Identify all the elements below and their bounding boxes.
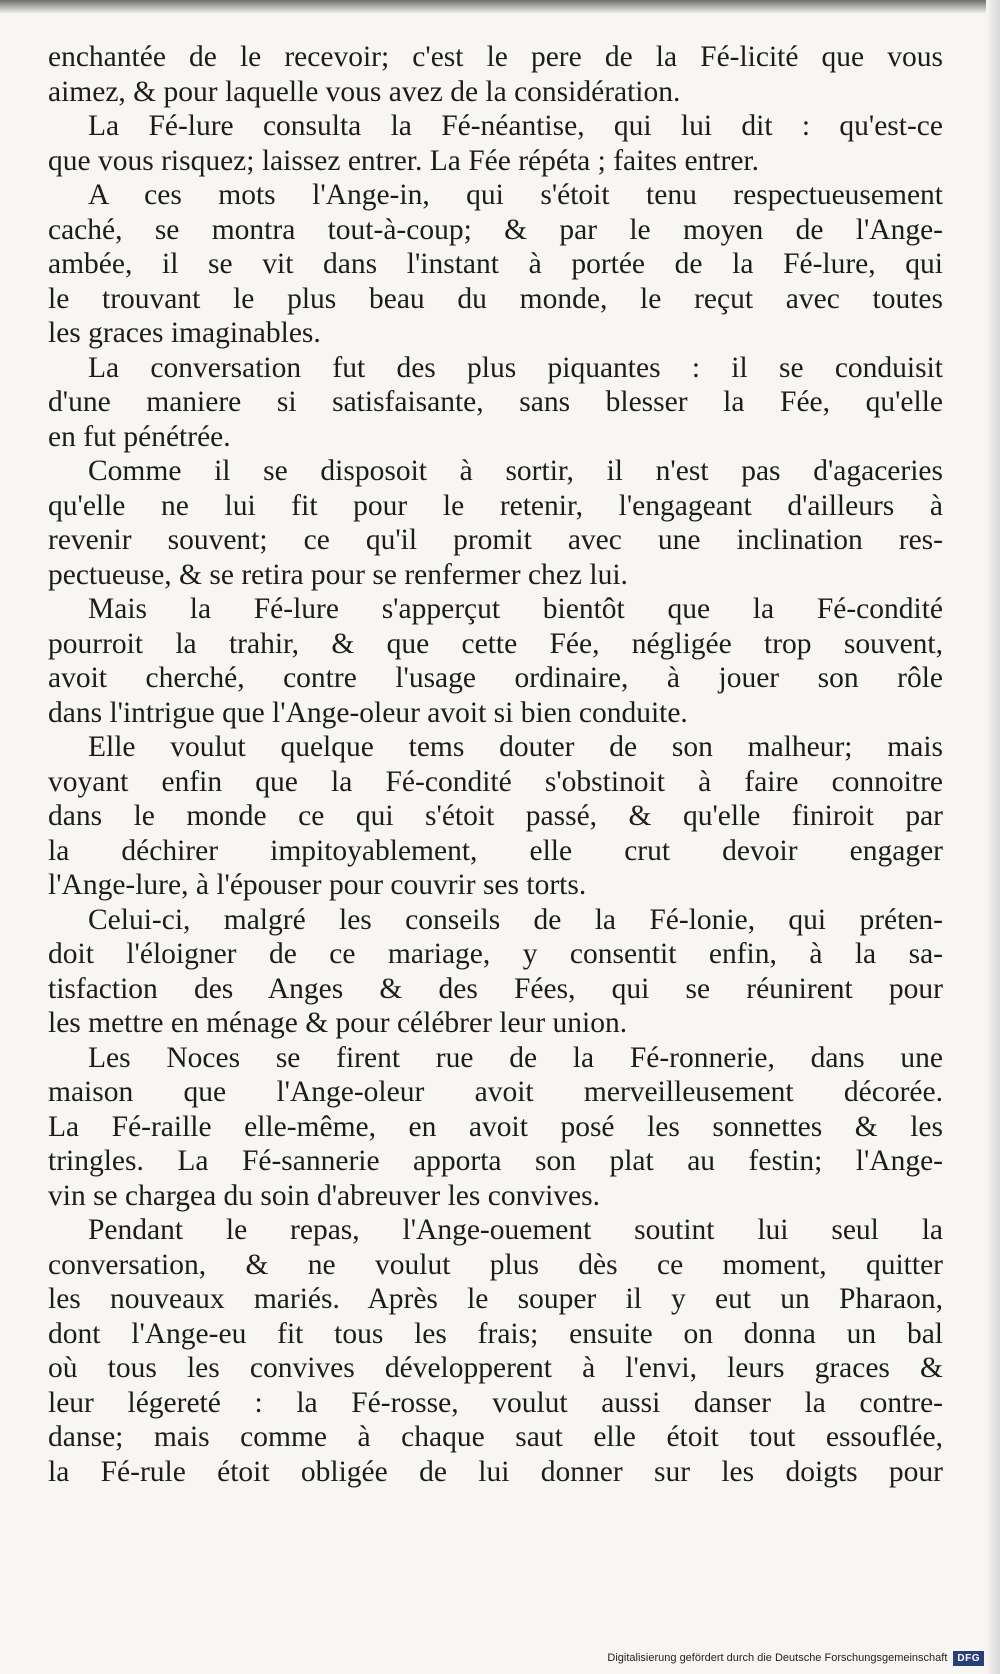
text-line: leur légereté : la Fé-rosse, voulut aussi danser la contre- <box>48 1386 943 1419</box>
text-line: que vous risquez; laissez entrer. La Fée répéta ; faites entrer. <box>48 144 759 177</box>
text-line: caché, se montra tout-à-coup; & par le moyen de l'Ange- <box>48 213 943 246</box>
page-edge-shadow-right <box>986 0 1000 1674</box>
text-line: Mais la Fé-lure s'apperçut bientôt que la Fé-condité <box>88 593 943 625</box>
text-line: A ces mots l'Ange-in, qui s'étoit tenu respectueusement <box>88 179 943 211</box>
text-line: Pendant le repas, l'Ange-ouement soutint lui seul la <box>88 1214 943 1246</box>
text-line: les graces imaginables. <box>48 317 321 349</box>
text-line: doit l'éloigner de ce mariage, y consentit enfin, à la sa- <box>48 938 943 970</box>
text-line: la Fé-rule étoit obligée de lui donner sur les doigts pour <box>48 1455 943 1488</box>
page-edge-shadow <box>0 0 1000 14</box>
text-line: les nouveaux mariés. Après le souper il y eut un Pharaon, <box>48 1283 943 1315</box>
text-line: avoit cherché, contre l'usage ordinaire, à jouer son rôle <box>48 662 943 694</box>
text-line: conversation, & ne voulut plus dès ce moment, quitter <box>48 1248 943 1281</box>
text-line: aimez, & pour laquelle vous avez de la considération. <box>48 75 681 108</box>
text-line: en fut pénétrée. <box>48 420 231 453</box>
text-line: le trouvant le plus beau du monde, le reçut avec toutes <box>48 282 943 315</box>
text-line: maison que l'Ange-oleur avoit merveilleusement décorée. <box>48 1076 943 1108</box>
text-line: tisfaction des Anges & des Fées, qui se réunirent pour <box>48 972 943 1005</box>
body-text <box>48 40 943 1489</box>
text-line: danse; mais comme à chaque saut elle étoit tout essouflée, <box>48 1421 943 1453</box>
text-line: dans l'intrigue que l'Ange-oleur avoit si bien conduite. <box>48 696 688 729</box>
text-line: voyant enfin que la Fé-condité s'obstinoit à faire connoitre <box>48 765 943 798</box>
text-line: La conversation fut des plus piquantes : il se conduisit <box>88 351 943 384</box>
text-line: pourroit la trahir, & que cette Fée, négligée trop souvent, <box>48 627 943 660</box>
text-line: Celui-ci, malgré les conseils de la Fé-lonie, qui préten- <box>88 903 943 936</box>
dfg-logo: DFG <box>953 1651 984 1666</box>
text-line: La Fé-raille elle-même, en avoit posé les sonnettes & les <box>48 1110 943 1143</box>
text-line: Comme il se disposoit à sortir, il n'est pas d'agaceries <box>88 455 943 487</box>
text-line: les mettre en ménage & pour célébrer leur union. <box>48 1007 628 1039</box>
text-line: où tous les convives développerent à l'envi, leurs graces & <box>48 1352 943 1384</box>
credit-text: Digitalisierung gefördert durch die Deutsche Forschungsgemeinschaft <box>607 1652 948 1664</box>
digitization-credit <box>607 1648 984 1668</box>
text-line: l'Ange-lure, à l'épouser pour couvrir ses torts. <box>48 869 587 901</box>
text-line: vin se chargea du soin d'abreuver les convives. <box>48 1179 600 1212</box>
text-line: Elle voulut quelque tems douter de son malheur; mais <box>88 731 943 763</box>
text-line: qu'elle ne lui fit pour le retenir, l'engageant d'ailleurs à <box>48 489 943 522</box>
text-line: dans le monde ce qui s'étoit passé, & qu'elle finiroit par <box>48 800 943 832</box>
text-line: d'une maniere si satisfaisante, sans blesser la Fée, qu'elle <box>48 386 943 418</box>
text-line: La Fé-lure consulta la Fé-néantise, qui lui dit : qu'est-ce <box>88 110 943 142</box>
text-line: dont l'Ange-eu fit tous les frais; ensuite on donna un bal <box>48 1317 943 1350</box>
text-line: pectueuse, & se retira pour se renfermer chez lui. <box>48 558 628 591</box>
text-line: revenir souvent; ce qu'il promit avec une inclination res- <box>48 524 943 556</box>
text-line: tringles. La Fé-sannerie apporta son plat au festin; l'Ange- <box>48 1145 943 1177</box>
text-line: ambée, il se vit dans l'instant à portée de la Fé-lure, qui <box>48 248 943 280</box>
text-line: enchantée de le recevoir; c'est le pere de la Fé-licité que vous <box>48 41 943 73</box>
text-line: la déchirer impitoyablement, elle crut devoir engager <box>48 834 943 867</box>
text-line: Les Noces se firent rue de la Fé-ronnerie, dans une <box>88 1041 943 1074</box>
